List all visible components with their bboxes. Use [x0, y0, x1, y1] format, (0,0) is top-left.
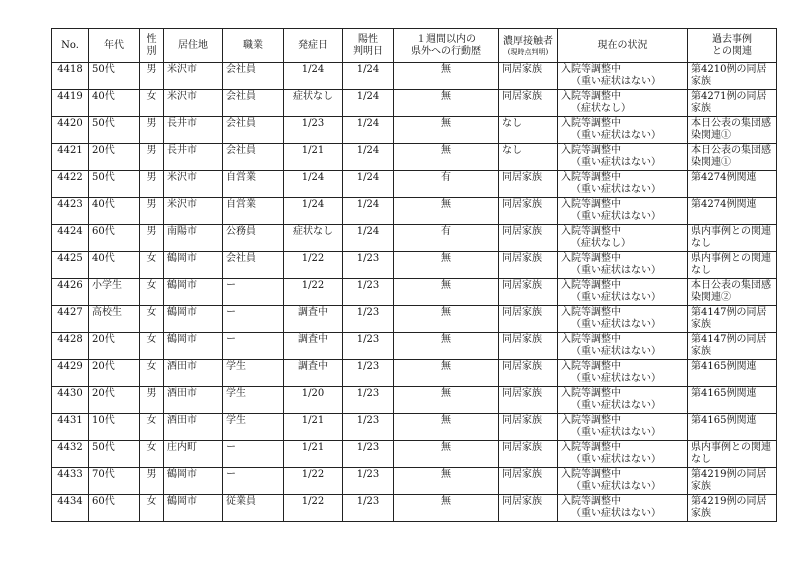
cell-onset: 1/24: [284, 63, 343, 90]
cell-sex: 女: [140, 414, 164, 441]
cell-residence: 米沢市: [164, 171, 223, 198]
cell-status: [558, 117, 688, 144]
cell-no: 4423: [52, 198, 89, 225]
status-main: 入院等調整中: [561, 199, 621, 210]
header-sex: 性別: [140, 29, 164, 63]
cell-travel: 無: [394, 306, 499, 333]
table-row: [52, 279, 777, 306]
status-detail: （重い症状はない）: [571, 211, 661, 222]
cell-onset: 症状なし: [284, 225, 343, 252]
cell-travel: 無: [394, 387, 499, 414]
header-contacts-line2: (現時点判明): [507, 47, 549, 56]
cell-contacts: なし: [499, 144, 558, 171]
cell-travel: 無: [394, 63, 499, 90]
cell-status: [558, 387, 688, 414]
header-status: 現在の状況: [558, 29, 688, 63]
cell-residence: 米沢市: [164, 63, 223, 90]
cell-no: 4420: [52, 117, 89, 144]
cell-onset: 1/22: [284, 252, 343, 279]
cell-history: 県内事例との関連なし: [688, 252, 777, 279]
cell-onset: 1/24: [284, 198, 343, 225]
cell-positive-date: 1/23: [343, 441, 394, 468]
cell-travel: 無: [394, 414, 499, 441]
table-row: [52, 90, 777, 117]
status-main: 入院等調整中: [561, 442, 621, 453]
cell-contacts: 同居家族: [499, 225, 558, 252]
cell-no: 4431: [52, 414, 89, 441]
cell-onset: 症状なし: [284, 90, 343, 117]
status-main: 入院等調整中: [561, 361, 621, 372]
cell-no: 4434: [52, 495, 89, 522]
cell-sex: 女: [140, 90, 164, 117]
status-main: 入院等調整中: [561, 388, 621, 399]
header-positive-date: [343, 29, 394, 63]
cell-positive-date: 1/23: [343, 360, 394, 387]
cell-residence: 鶴岡市: [164, 252, 223, 279]
cell-sex: 男: [140, 225, 164, 252]
cell-occupation: 会社員: [223, 117, 284, 144]
cell-travel: 無: [394, 360, 499, 387]
cell-travel: 無: [394, 279, 499, 306]
cell-residence: 鶴岡市: [164, 468, 223, 495]
cell-history: 第4274例関連: [688, 171, 777, 198]
table-row: [52, 63, 777, 90]
cell-sex: 男: [140, 387, 164, 414]
status-detail: （重い症状はない）: [571, 265, 661, 276]
cell-status: [558, 90, 688, 117]
cell-status: [558, 333, 688, 360]
status-main: 入院等調整中: [561, 118, 621, 129]
cell-contacts: 同居家族: [499, 90, 558, 117]
cell-onset: 調査中: [284, 333, 343, 360]
case-table: [51, 28, 777, 522]
cell-onset: 1/21: [284, 144, 343, 171]
cell-occupation: 学生: [223, 414, 284, 441]
cell-no: 4425: [52, 252, 89, 279]
table-row: [52, 252, 777, 279]
cell-sex: 女: [140, 252, 164, 279]
status-detail: （症状なし）: [571, 238, 631, 249]
cell-age: 40代: [89, 252, 140, 279]
cell-age: 20代: [89, 333, 140, 360]
cell-age: 20代: [89, 144, 140, 171]
cell-contacts: 同居家族: [499, 441, 558, 468]
status-detail: （重い症状はない）: [571, 319, 661, 330]
cell-occupation: 公務員: [223, 225, 284, 252]
cell-history: 第4219例の同居家族: [688, 495, 777, 522]
status-detail: （重い症状はない）: [571, 508, 661, 519]
cell-onset: 1/23: [284, 117, 343, 144]
cell-sex: 女: [140, 441, 164, 468]
cell-contacts: 同居家族: [499, 495, 558, 522]
header-travel-line1: １週間以内の: [416, 33, 476, 45]
cell-age: 20代: [89, 387, 140, 414]
table-body: [52, 63, 777, 522]
cell-status: [558, 495, 688, 522]
cell-age: 50代: [89, 117, 140, 144]
cell-contacts: 同居家族: [499, 252, 558, 279]
cell-history: 本日公表の集団感染関連①: [688, 117, 777, 144]
cell-age: 60代: [89, 225, 140, 252]
cell-onset: 1/22: [284, 495, 343, 522]
table-row: [52, 333, 777, 360]
table-row: [52, 198, 777, 225]
cell-contacts: 同居家族: [499, 171, 558, 198]
cell-positive-date: 1/23: [343, 468, 394, 495]
cell-status: [558, 279, 688, 306]
cell-travel: 有: [394, 171, 499, 198]
case-table-sheet: [51, 28, 777, 522]
status-detail: （重い症状はない）: [571, 427, 661, 438]
cell-occupation: ー: [223, 279, 284, 306]
cell-occupation: 自営業: [223, 171, 284, 198]
cell-residence: 鶴岡市: [164, 279, 223, 306]
header-contacts: [499, 29, 558, 63]
status-detail: （重い症状はない）: [571, 481, 661, 492]
cell-status: [558, 144, 688, 171]
cell-sex: 男: [140, 117, 164, 144]
cell-sex: 女: [140, 333, 164, 360]
cell-residence: 酒田市: [164, 360, 223, 387]
cell-positive-date: 1/24: [343, 171, 394, 198]
cell-residence: 南陽市: [164, 225, 223, 252]
cell-occupation: 会社員: [223, 144, 284, 171]
cell-occupation: ー: [223, 306, 284, 333]
cell-status: [558, 198, 688, 225]
cell-positive-date: 1/24: [343, 63, 394, 90]
cell-residence: 鶴岡市: [164, 495, 223, 522]
cell-history: 第4147例の同居家族: [688, 333, 777, 360]
status-detail: （重い症状はない）: [571, 76, 661, 87]
cell-travel: 無: [394, 117, 499, 144]
status-main: 入院等調整中: [561, 172, 621, 183]
cell-no: 4432: [52, 441, 89, 468]
cell-occupation: 従業員: [223, 495, 284, 522]
cell-positive-date: 1/23: [343, 306, 394, 333]
cell-age: 70代: [89, 468, 140, 495]
cell-status: [558, 171, 688, 198]
cell-status: [558, 63, 688, 90]
cell-positive-date: 1/24: [343, 90, 394, 117]
cell-onset: 調査中: [284, 360, 343, 387]
cell-occupation: ー: [223, 468, 284, 495]
cell-age: 10代: [89, 414, 140, 441]
cell-residence: 鶴岡市: [164, 333, 223, 360]
table-row: [52, 441, 777, 468]
table-row: [52, 495, 777, 522]
table-row: [52, 387, 777, 414]
cell-history: 本日公表の集団感染関連②: [688, 279, 777, 306]
cell-no: 4426: [52, 279, 89, 306]
status-detail: （症状なし）: [571, 103, 631, 114]
cell-travel: 有: [394, 225, 499, 252]
table-row: [52, 225, 777, 252]
cell-age: 50代: [89, 171, 140, 198]
cell-residence: 米沢市: [164, 90, 223, 117]
cell-onset: 1/21: [284, 441, 343, 468]
cell-no: 4433: [52, 468, 89, 495]
cell-positive-date: 1/23: [343, 387, 394, 414]
cell-no: 4430: [52, 387, 89, 414]
cell-history: 第4165例関連: [688, 414, 777, 441]
cell-onset: 1/21: [284, 414, 343, 441]
cell-positive-date: 1/23: [343, 279, 394, 306]
cell-no: 4422: [52, 171, 89, 198]
cell-travel: 無: [394, 252, 499, 279]
cell-occupation: ー: [223, 441, 284, 468]
cell-occupation: 自営業: [223, 198, 284, 225]
header-history: [688, 29, 777, 63]
cell-status: [558, 441, 688, 468]
cell-no: 4424: [52, 225, 89, 252]
cell-positive-date: 1/23: [343, 333, 394, 360]
cell-status: [558, 468, 688, 495]
cell-history: 第4210例の同居家族: [688, 63, 777, 90]
cell-positive-date: 1/23: [343, 252, 394, 279]
cell-positive-date: 1/23: [343, 495, 394, 522]
cell-residence: 酒田市: [164, 414, 223, 441]
header-no: No.: [52, 29, 89, 63]
cell-contacts: 同居家族: [499, 333, 558, 360]
status-detail: （重い症状はない）: [571, 454, 661, 465]
cell-residence: 米沢市: [164, 198, 223, 225]
header-age: 年代: [89, 29, 140, 63]
status-detail: （重い症状はない）: [571, 130, 661, 141]
cell-residence: 酒田市: [164, 387, 223, 414]
cell-status: [558, 360, 688, 387]
cell-contacts: 同居家族: [499, 198, 558, 225]
cell-age: 20代: [89, 360, 140, 387]
cell-positive-date: 1/23: [343, 414, 394, 441]
header-positive-line1: 陽性: [358, 33, 378, 45]
cell-age: 60代: [89, 495, 140, 522]
status-main: 入院等調整中: [561, 496, 621, 507]
cell-residence: 長井市: [164, 117, 223, 144]
cell-contacts: 同居家族: [499, 414, 558, 441]
cell-history: 県内事例との関連なし: [688, 225, 777, 252]
status-main: 入院等調整中: [561, 307, 621, 318]
table-row: [52, 306, 777, 333]
cell-travel: 無: [394, 468, 499, 495]
cell-history: 第4165例関連: [688, 387, 777, 414]
table-row: [52, 414, 777, 441]
status-detail: （重い症状はない）: [571, 157, 661, 168]
table-row: [52, 144, 777, 171]
status-detail: （重い症状はない）: [571, 400, 661, 411]
cell-travel: 無: [394, 441, 499, 468]
cell-contacts: 同居家族: [499, 63, 558, 90]
status-detail: （重い症状はない）: [571, 373, 661, 384]
cell-no: 4418: [52, 63, 89, 90]
cell-residence: 鶴岡市: [164, 306, 223, 333]
header-contacts-line1: 濃厚接触者: [503, 35, 553, 47]
cell-no: 4428: [52, 333, 89, 360]
cell-contacts: 同居家族: [499, 306, 558, 333]
header-residence: 居住地: [164, 29, 223, 63]
status-main: 入院等調整中: [561, 226, 621, 237]
cell-sex: 男: [140, 468, 164, 495]
cell-age: 50代: [89, 63, 140, 90]
header-row: [52, 29, 777, 63]
cell-sex: 男: [140, 63, 164, 90]
cell-positive-date: 1/24: [343, 225, 394, 252]
cell-history: 第4165例関連: [688, 360, 777, 387]
cell-no: 4429: [52, 360, 89, 387]
cell-occupation: 会社員: [223, 63, 284, 90]
table-row: [52, 360, 777, 387]
cell-onset: 調査中: [284, 306, 343, 333]
cell-history: 第4219例の同居家族: [688, 468, 777, 495]
status-main: 入院等調整中: [561, 469, 621, 480]
cell-occupation: ー: [223, 333, 284, 360]
cell-occupation: 学生: [223, 360, 284, 387]
status-main: 入院等調整中: [561, 64, 621, 75]
table-row: [52, 468, 777, 495]
cell-travel: 無: [394, 198, 499, 225]
status-main: 入院等調整中: [561, 91, 621, 102]
cell-history: 第4147例の同居家族: [688, 306, 777, 333]
cell-history: 本日公表の集団感染関連①: [688, 144, 777, 171]
status-detail: （重い症状はない）: [571, 346, 661, 357]
cell-travel: 無: [394, 144, 499, 171]
cell-travel: 無: [394, 495, 499, 522]
header-onset: 発症日: [284, 29, 343, 63]
header-travel-line2: 県外への行動歴: [411, 45, 481, 57]
table-row: [52, 117, 777, 144]
cell-onset: 1/24: [284, 171, 343, 198]
cell-no: 4427: [52, 306, 89, 333]
cell-sex: 男: [140, 198, 164, 225]
status-main: 入院等調整中: [561, 253, 621, 264]
status-detail: （重い症状はない）: [571, 184, 661, 195]
cell-status: [558, 252, 688, 279]
cell-residence: 庄内町: [164, 441, 223, 468]
cell-contacts: 同居家族: [499, 279, 558, 306]
cell-age: 高校生: [89, 306, 140, 333]
cell-history: 第4271例の同居家族: [688, 90, 777, 117]
cell-occupation: 会社員: [223, 90, 284, 117]
header-positive-line2: 判明日: [353, 45, 383, 57]
cell-no: 4419: [52, 90, 89, 117]
cell-sex: 男: [140, 171, 164, 198]
cell-residence: 長井市: [164, 144, 223, 171]
cell-status: [558, 306, 688, 333]
cell-age: 50代: [89, 441, 140, 468]
status-main: 入院等調整中: [561, 415, 621, 426]
cell-contacts: 同居家族: [499, 387, 558, 414]
cell-onset: 1/22: [284, 279, 343, 306]
cell-sex: 男: [140, 144, 164, 171]
cell-onset: 1/22: [284, 468, 343, 495]
cell-travel: 無: [394, 90, 499, 117]
cell-positive-date: 1/24: [343, 144, 394, 171]
cell-status: [558, 225, 688, 252]
cell-status: [558, 414, 688, 441]
cell-age: 小学生: [89, 279, 140, 306]
header-history-line2: との関連: [712, 45, 752, 57]
cell-no: 4421: [52, 144, 89, 171]
status-main: 入院等調整中: [561, 334, 621, 345]
cell-age: 40代: [89, 198, 140, 225]
table-row: [52, 171, 777, 198]
cell-sex: 女: [140, 360, 164, 387]
cell-positive-date: 1/24: [343, 117, 394, 144]
header-travel: [394, 29, 499, 63]
header-history-line1: 過去事例: [712, 33, 752, 45]
cell-travel: 無: [394, 333, 499, 360]
cell-age: 40代: [89, 90, 140, 117]
cell-contacts: なし: [499, 117, 558, 144]
status-main: 入院等調整中: [561, 280, 621, 291]
cell-sex: 女: [140, 279, 164, 306]
cell-positive-date: 1/24: [343, 198, 394, 225]
cell-history: 第4274例関連: [688, 198, 777, 225]
cell-history: 県内事例との関連なし: [688, 441, 777, 468]
cell-onset: 1/20: [284, 387, 343, 414]
cell-sex: 女: [140, 306, 164, 333]
cell-contacts: 同居家族: [499, 360, 558, 387]
cell-sex: 女: [140, 495, 164, 522]
status-main: 入院等調整中: [561, 145, 621, 156]
status-detail: （重い症状はない）: [571, 292, 661, 303]
header-occupation: 職業: [223, 29, 284, 63]
cell-contacts: 同居家族: [499, 468, 558, 495]
cell-occupation: 会社員: [223, 252, 284, 279]
cell-occupation: 学生: [223, 387, 284, 414]
